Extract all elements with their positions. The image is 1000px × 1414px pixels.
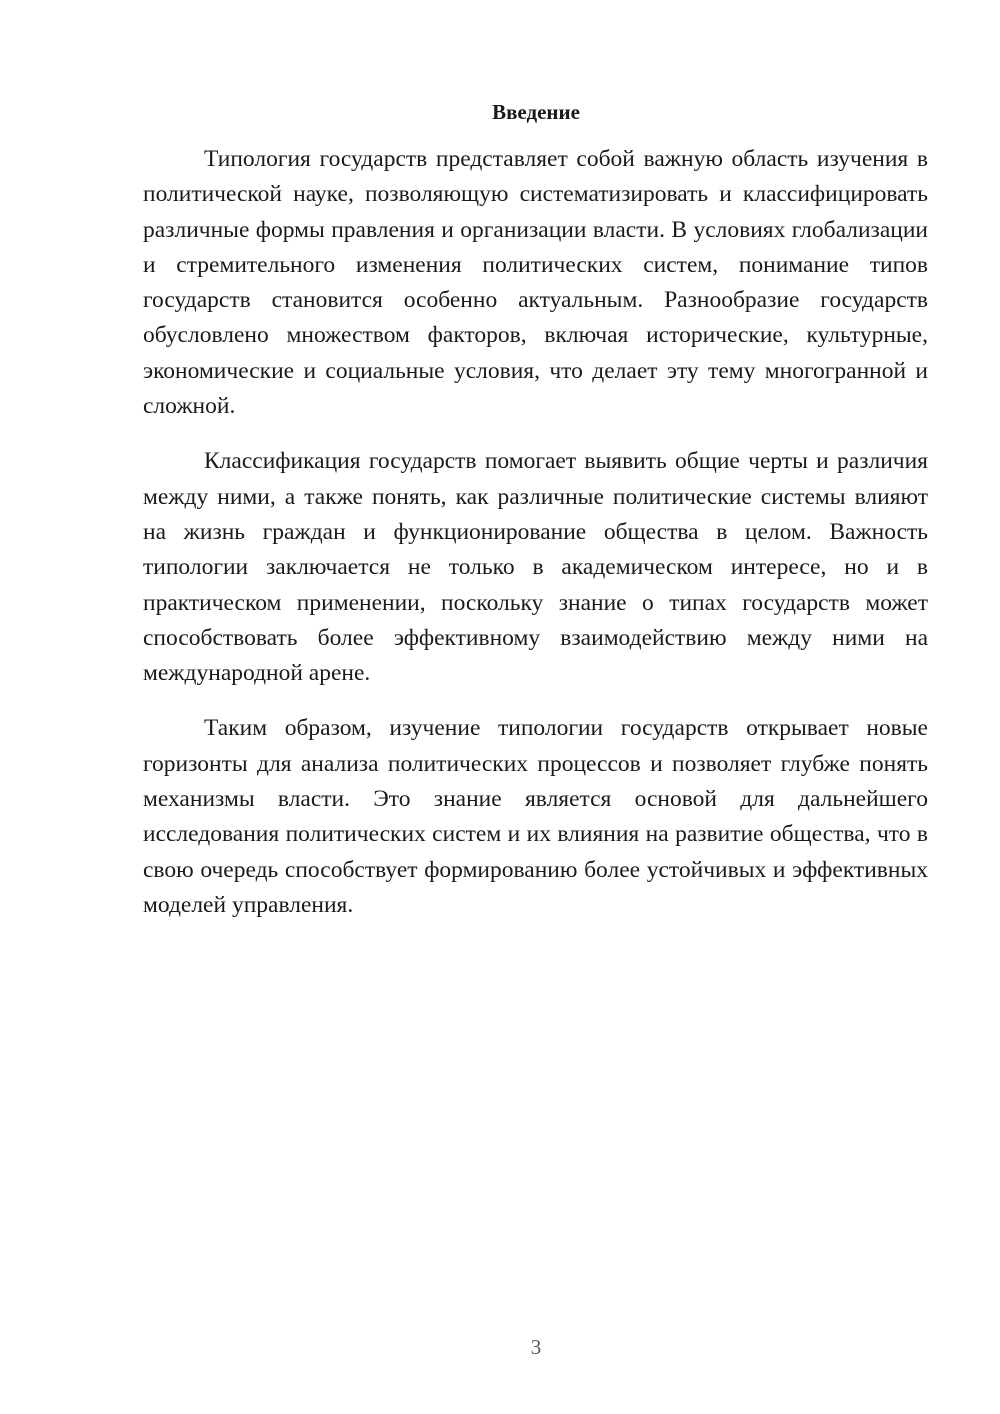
- body-text: [143, 142, 928, 923]
- section-heading: Введение: [492, 100, 580, 124]
- paragraph-2: Классификация государств помогает выявить общие черты и различия между ними, а также понять, как различные политические системы влияют на жизнь граждан и функционирование общества в целом. Важность типологии заключается не только в академическом интересе, но и в практическом применении, поскольку знание о типах государств может способствовать более эффективному взаимодействию между ними на международной арене.: [143, 448, 928, 687]
- paragraph-3: Таким образом, изучение типологии государств открывает новые горизонты для анализа политических процессов и позволяет глубже понять механизмы власти. Это знание является основой для дальнейшего исследования политических систем и их влияния на развитие общества, что в свою очередь способствует формированию более устойчивых и эффективных моделей управления.: [143, 715, 928, 918]
- page-number: 3: [530, 1335, 542, 1359]
- paragraph-1: Типология государств представляет собой важную область изучения в политической науке, позволяющую систематизировать и классифицировать различные формы правления и организации власти. В условиях глобализации и стремительного изменения политических систем, понимание типов государств становится особенно актуальным. Разнообразие государств обусловлено множеством факторов, включая исторические, культурные, экономические и социальные условия, что делает эту тему многогранной и сложной.: [143, 146, 928, 420]
